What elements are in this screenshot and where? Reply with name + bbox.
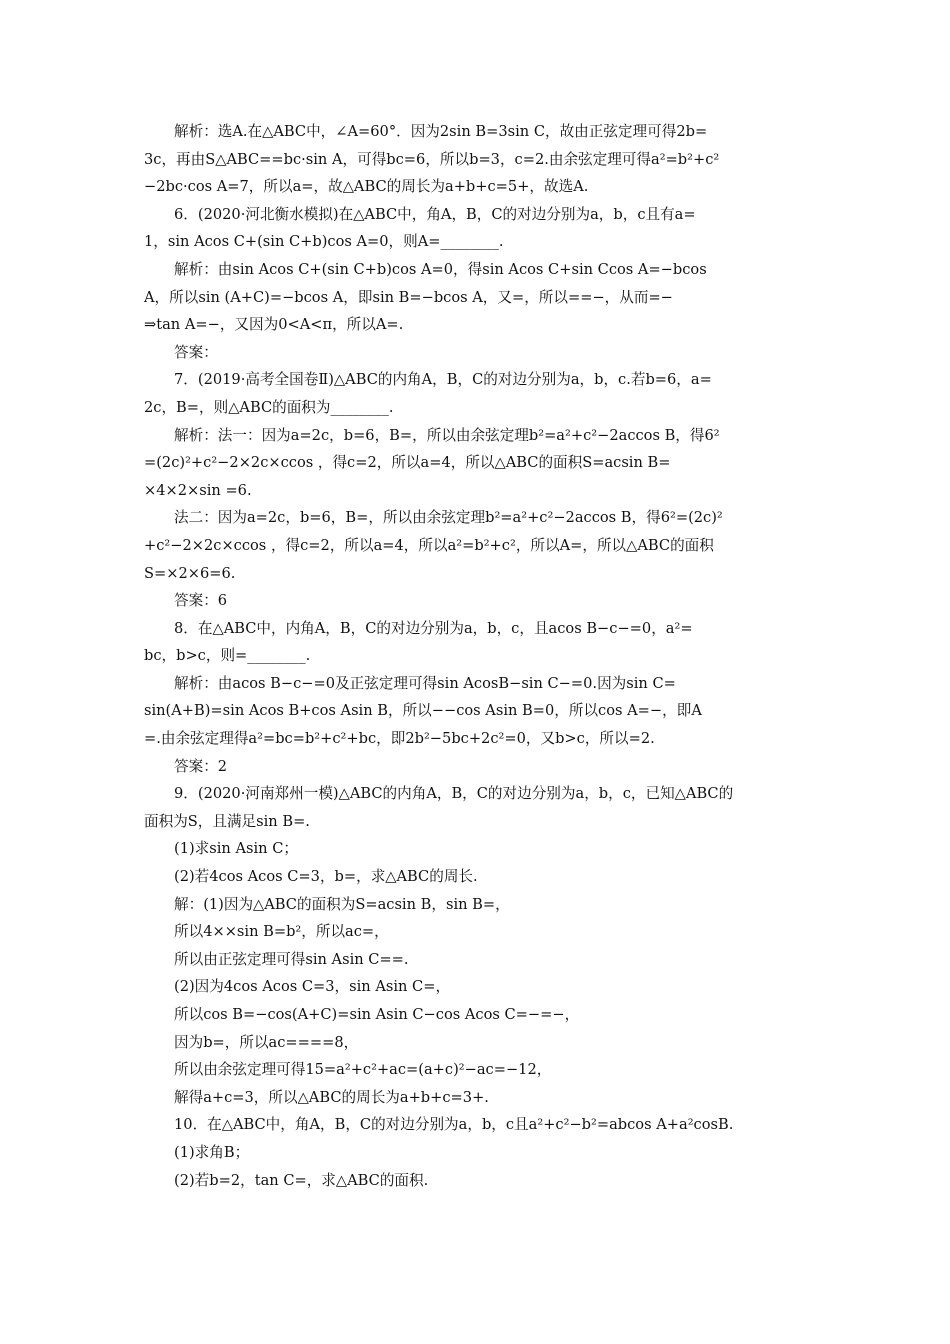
text-line: 答案：6 xyxy=(174,592,228,610)
text-line: 法二：因为a=2c，b=6，B=，所以由余弦定理b²=a²+c²−2accos B，得6²=(2c)² xyxy=(174,509,723,527)
text-line: 9．(2020·河南郑州一模)△ABC的内角A，B，C的对边分别为a，b，c，已知△ABC的 xyxy=(174,785,734,803)
document-body xyxy=(144,118,808,1194)
text-line: (2)若b=2，tan C=，求△ABC的面积. xyxy=(174,1171,429,1189)
text-line: 解得a+c=3，所以△ABC的周长为a+b+c=3+. xyxy=(174,1088,489,1106)
text-line: 1，sin Acos C+(sin C+b)cos A=0，则A=________. xyxy=(144,233,504,251)
text-line: ⇒tan A=−，又因为0<A<π，所以A=. xyxy=(144,316,404,334)
text-line: ×4×2×sin =6. xyxy=(144,481,252,499)
text-line: −2bc·cos A=7，所以a=，故△ABC的周长为a+b+c=5+，故选A. xyxy=(144,178,589,196)
text-line: sin(A+B)=sin Acos B+cos Asin B，所以−−cos Asin B=0，所以cos A=−，即A xyxy=(144,702,702,720)
text-line: 所以由正弦定理可得sin Asin C==. xyxy=(174,950,409,968)
text-line: 答案：2 xyxy=(174,757,228,775)
text-line: (1)求角B； xyxy=(174,1143,250,1161)
text-line: 7．(2019·高考全国卷Ⅱ)△ABC的内角A，B，C的对边分别为a，b，c.若b=6，a= xyxy=(174,371,712,389)
text-line: 因为b=，所以ac====8， xyxy=(174,1033,359,1051)
text-line: 2c，B=，则△ABC的面积为________. xyxy=(144,398,394,416)
text-line: (1)求sin Asin C； xyxy=(174,840,298,858)
text-line: 3c，再由S△ABC==bc·sin A，可得bc=6，所以b=3，c=2.由余弦定理可得a²=b²+c² xyxy=(144,150,720,168)
text-line: 所以4××sin B=b²，所以ac=， xyxy=(174,923,389,941)
text-line: 8．在△ABC中，内角A，B，C的对边分别为a，b，c，且acos B−c−=0，a²= xyxy=(174,619,693,637)
text-line: A，所以sin (A+C)=−bcos A，即sin B=−bcos A，又=，所以==−，从而=− xyxy=(144,288,673,306)
text-line: (2)因为4cos Acos C=3，sin Asin C=， xyxy=(174,978,451,996)
text-line: 10．在△ABC中，角A，B，C的对边分别为a，b，c且a²+c²−b²=abcos A+a²cosB. xyxy=(174,1116,734,1134)
text-line: =(2c)²+c²−2×2c×ccos ，得c=2，所以a=4，所以△ABC的面积S=acsin B= xyxy=(144,454,671,472)
text-line: 解析：选A.在△ABC中，∠A=60°．因为2sin B=3sin C，故由正弦定理可得2b= xyxy=(174,123,708,140)
text-line: 解析：由sin Acos C+(sin C+b)cos A=0，得sin Acos C+sin Ccos A=−bcos xyxy=(174,260,707,278)
text-line: 所以由余弦定理可得15=a²+c²+ac=(a+c)²−ac=−12， xyxy=(174,1061,552,1079)
text-line: S=×2×6=6. xyxy=(144,564,236,582)
text-line: 面积为S，且满足sin B=. xyxy=(144,812,310,830)
text-line: +c²−2×2c×ccos ，得c=2，所以a=4，所以a²=b²+c²，所以A=，所以△ABC的面积 xyxy=(144,536,714,554)
text-line: 答案： xyxy=(174,343,218,361)
text-line: 解析：法一：因为a=2c，b=6，B=，所以由余弦定理b²=a²+c²−2accos B，得6² xyxy=(174,426,720,444)
text-line: 所以cos B=−cos(A+C)=sin Asin C−cos Acos C=−=−， xyxy=(174,1006,580,1023)
text-line: 6．(2020·河北衡水模拟)在△ABC中，角A，B，C的对边分别为a，b，c且有a= xyxy=(174,205,696,223)
text-line: =.由余弦定理得a²=bc=b²+c²+bc，即2b²−5bc+2c²=0，又b>c，所以=2. xyxy=(144,730,655,748)
text-line: 解析：由acos B−c−=0及正弦定理可得sin AcosB−sin C−=0.因为sin C= xyxy=(174,674,676,692)
text-line: (2)若4cos Acos C=3，b=，求△ABC的周长. xyxy=(174,868,478,886)
text-line: bc，b>c，则=________. xyxy=(144,647,311,665)
text-line: 解：(1)因为△ABC的面积为S=acsin B，sin B=， xyxy=(174,895,510,913)
